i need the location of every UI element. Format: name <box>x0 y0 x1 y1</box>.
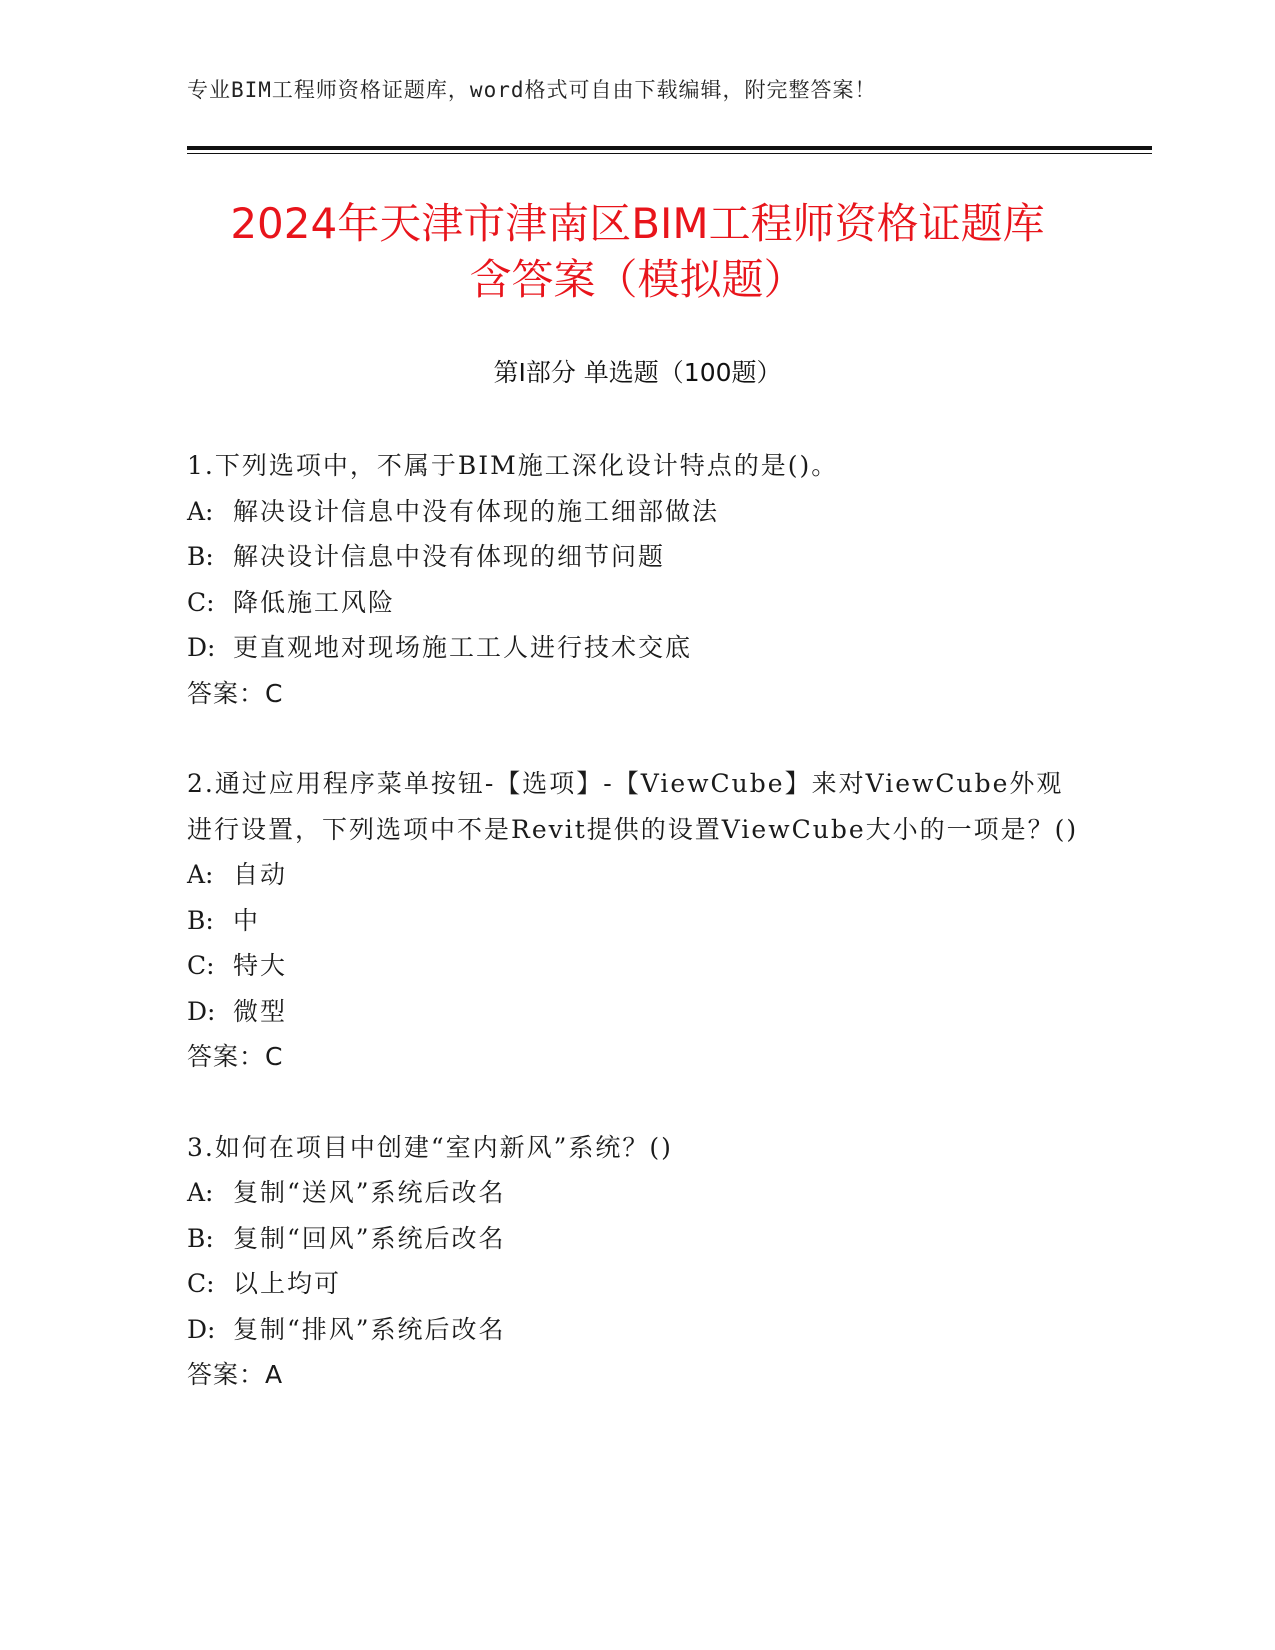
answer: 答案：C <box>187 1042 284 1071</box>
option-d <box>187 989 1082 1035</box>
section-heading: 第I部分 单选题（100题） <box>493 358 782 387</box>
option-c <box>187 580 1082 626</box>
option-key: B: <box>187 905 214 935</box>
option-key: B: <box>187 1223 214 1253</box>
option-text: 微型 <box>233 996 288 1026</box>
question-stem: 2.通过应用程序菜单按钮-【选项】-【ViewCube】来对ViewCube外观进行设置，下列选项中不是Revit提供的设置ViewCube大小的一项是？() <box>187 769 1079 844</box>
option-key: D: <box>187 996 216 1026</box>
option-d <box>187 625 1082 671</box>
option-text: 解决设计信息中没有体现的施工细部做法 <box>233 496 720 526</box>
question-list <box>187 443 1082 1443</box>
answer: 答案：C <box>187 678 284 708</box>
option-text: 特大 <box>233 951 288 980</box>
option-key: D: <box>187 1314 216 1344</box>
option-b <box>187 898 1082 944</box>
option-c <box>187 1261 1082 1307</box>
option-text: 复制“排风”系统后改名 <box>233 1314 506 1344</box>
option-key: A: <box>187 860 214 889</box>
option-a <box>187 489 1082 535</box>
header-note: 专业BIM工程师资格证题库，word格式可自由下载编辑，附完整答案！ <box>187 78 877 102</box>
option-key: A: <box>187 1178 214 1207</box>
option-a <box>187 1170 1082 1216</box>
option-text: 降低施工风险 <box>233 587 396 617</box>
option-d <box>187 1307 1082 1353</box>
header-rule-thin <box>187 153 1152 154</box>
question-1 <box>187 443 1082 716</box>
option-text: 以上均可 <box>233 1269 342 1298</box>
header-rule-thick <box>187 146 1152 150</box>
option-key: C: <box>187 587 215 617</box>
option-text: 解决设计信息中没有体现的细节问题 <box>233 542 666 571</box>
option-c <box>187 943 1082 989</box>
option-key: C: <box>187 951 215 980</box>
option-key: B: <box>187 542 214 571</box>
question-2 <box>187 761 1082 1080</box>
option-key: A: <box>187 496 214 526</box>
option-text: 中 <box>233 905 261 935</box>
question-stem: 1.下列选项中，不属于BIM施工深化设计特点的是()。 <box>187 451 839 480</box>
option-key: C: <box>187 1269 215 1298</box>
option-text: 自动 <box>233 860 288 889</box>
option-a <box>187 852 1082 898</box>
option-text: 复制“回风”系统后改名 <box>233 1223 506 1253</box>
title-line-1: 2024年天津市津南区BIM工程师资格证题库 <box>230 199 1045 248</box>
option-b <box>187 1216 1082 1262</box>
question-3 <box>187 1125 1082 1398</box>
option-text: 更直观地对现场施工工人进行技术交底 <box>233 633 693 662</box>
option-text: 复制“送风”系统后改名 <box>233 1178 506 1207</box>
option-key: D: <box>187 633 216 662</box>
option-b <box>187 534 1082 580</box>
document-title <box>120 196 1155 308</box>
answer: 答案：A <box>187 1360 284 1389</box>
question-stem: 3.如何在项目中创建“室内新风”系统？() <box>187 1132 673 1162</box>
title-line-2: 含答案（模拟题） <box>469 255 806 304</box>
